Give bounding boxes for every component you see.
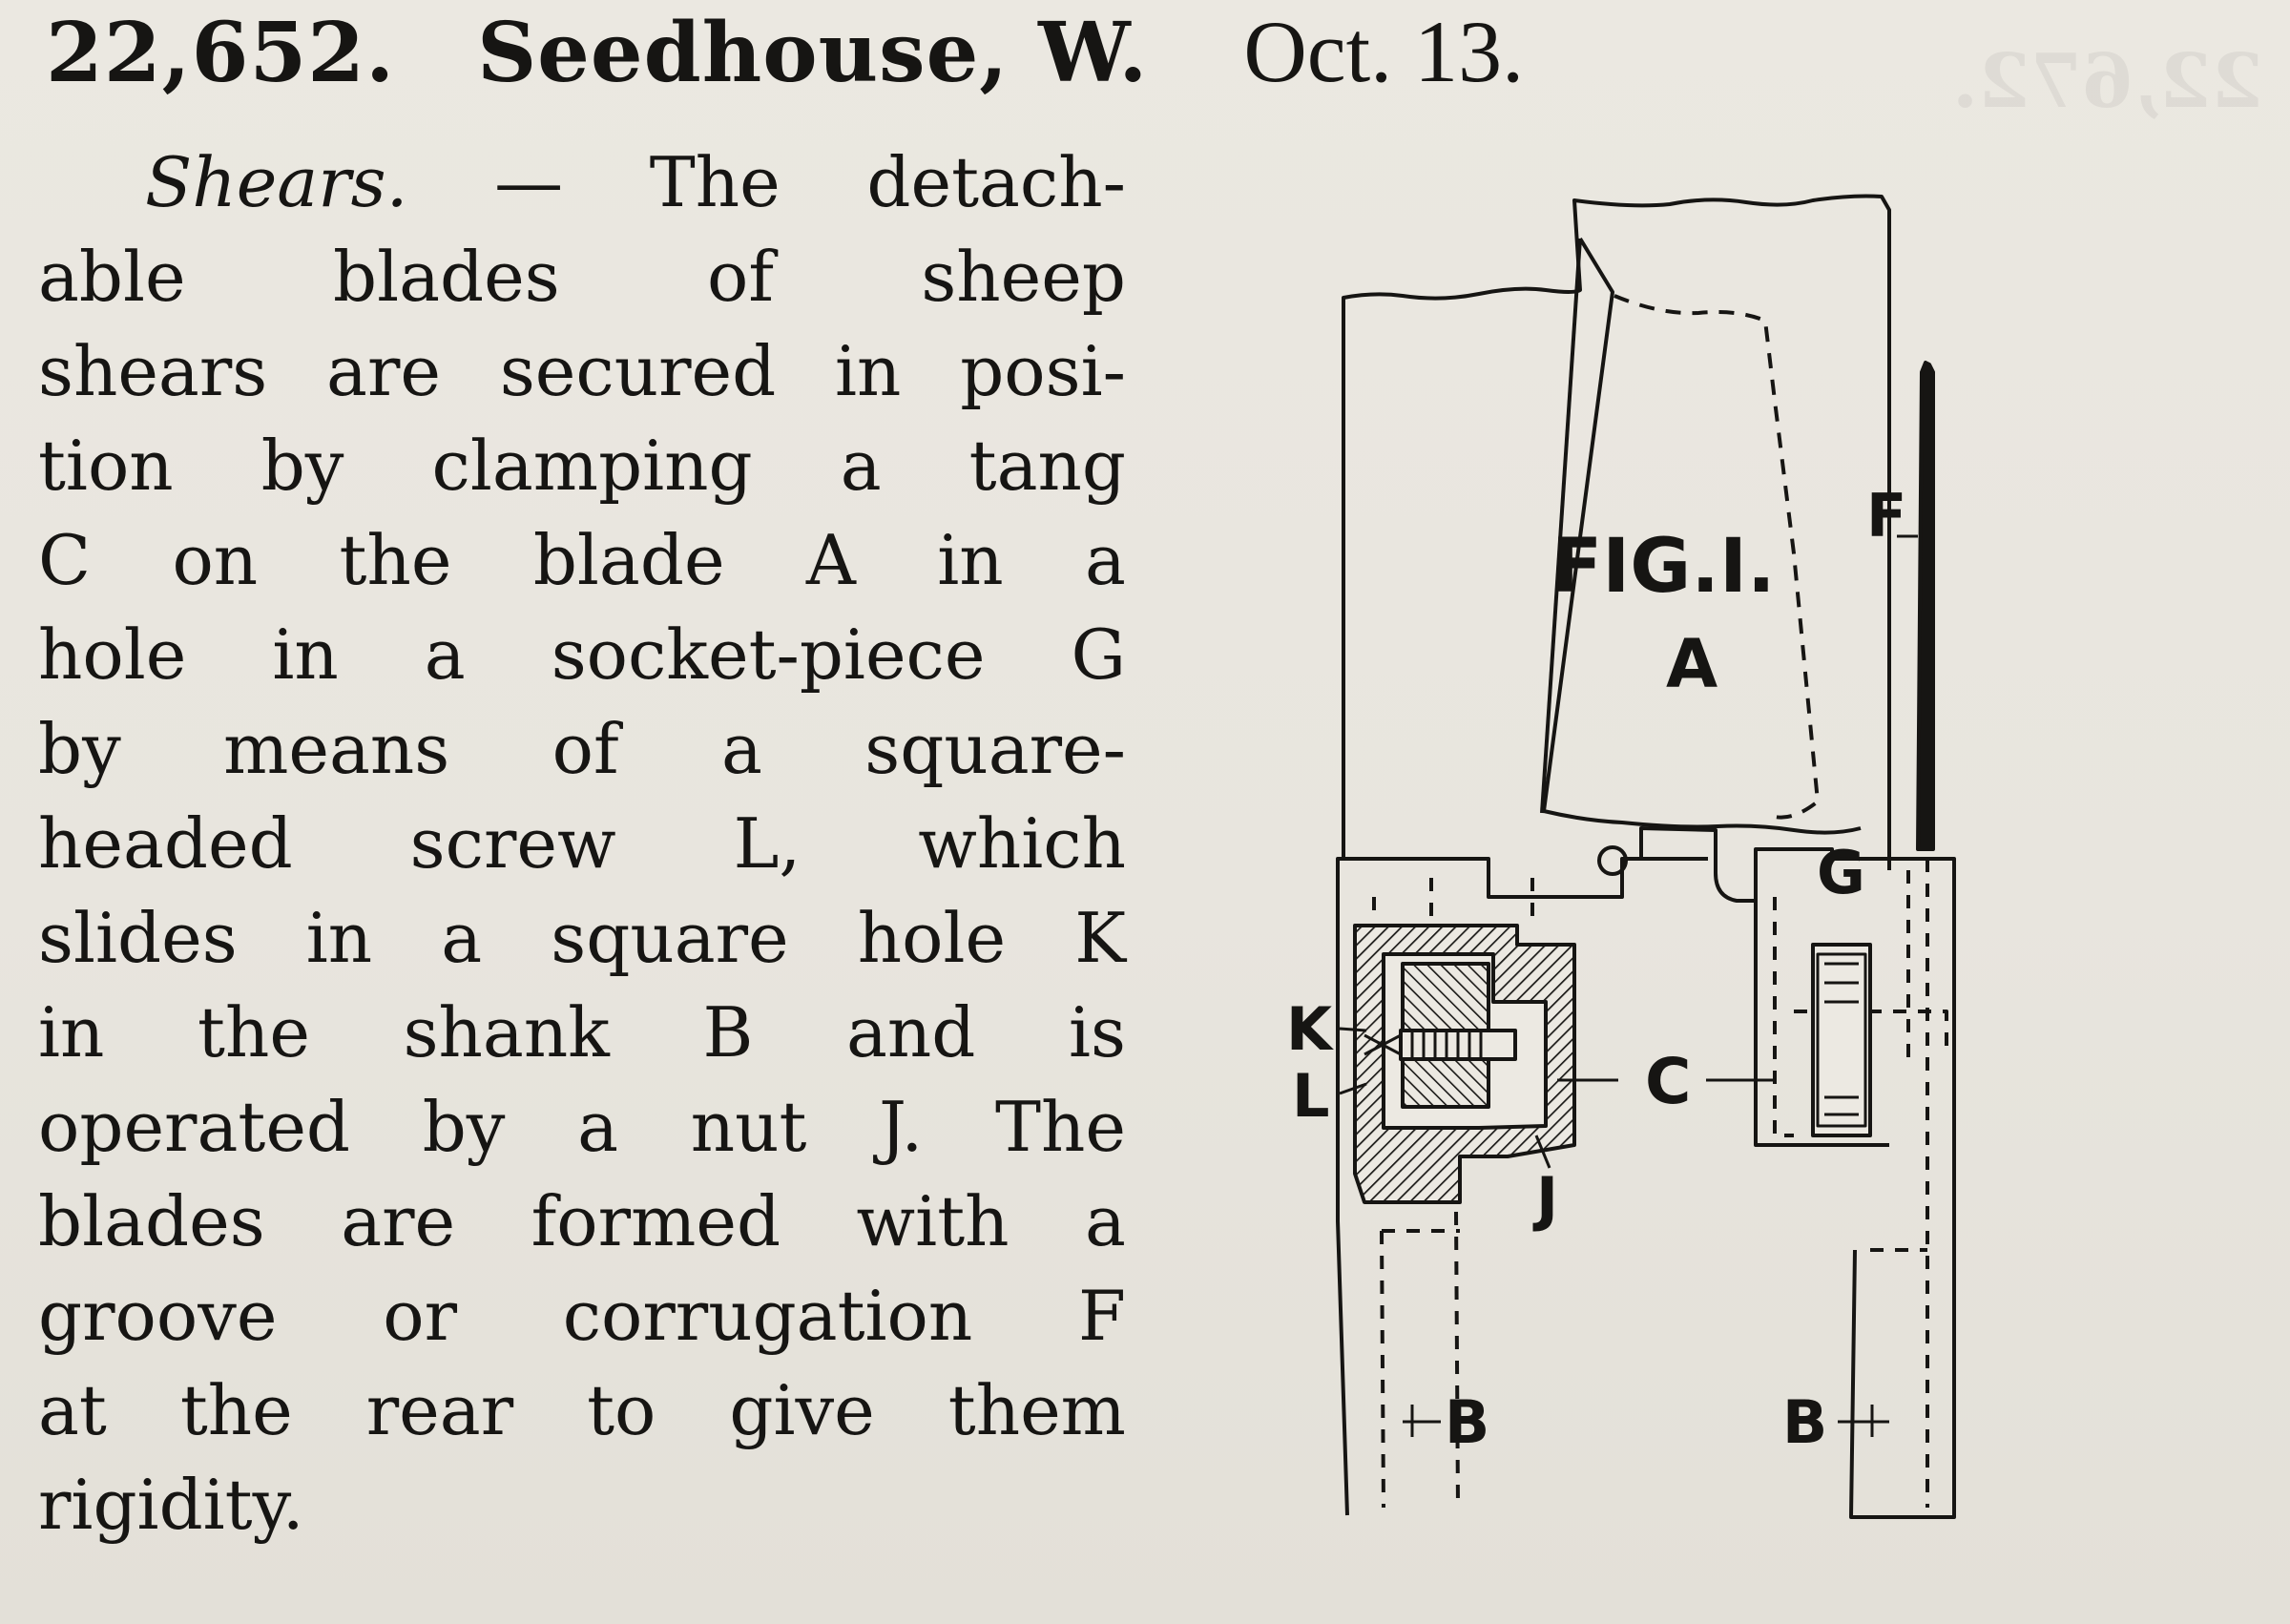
- word: in: [38, 992, 105, 1072]
- right-tang-slot: [1813, 945, 1870, 1135]
- word: of: [707, 237, 775, 317]
- patent-date: Oct. 13.: [1243, 3, 1525, 100]
- label-B-right: B: [1782, 1387, 1828, 1457]
- inventor-name: Seedhouse, W.: [477, 5, 1149, 101]
- word: square-: [864, 709, 1126, 789]
- text-line: [38, 797, 1126, 891]
- word: socket-piece: [551, 614, 986, 695]
- word: headed: [38, 803, 293, 884]
- label-F: F: [1866, 481, 1907, 551]
- text-line: [38, 513, 1126, 608]
- text-line: [38, 1364, 1126, 1458]
- label-B-left: B: [1445, 1387, 1490, 1457]
- word: give: [729, 1370, 875, 1450]
- word: screw: [409, 803, 616, 884]
- word: is: [1069, 992, 1126, 1072]
- word: hole: [38, 614, 187, 695]
- word: a: [1085, 520, 1126, 600]
- word: on: [172, 520, 259, 600]
- word: shears: [38, 331, 268, 411]
- word: groove: [38, 1276, 278, 1356]
- leader-K: [1340, 1029, 1366, 1031]
- show-through-ghost: 22,672.: [1952, 38, 2263, 125]
- word: secured: [499, 331, 777, 411]
- label-A: A: [1666, 625, 1718, 703]
- word: in: [305, 898, 373, 978]
- word: rear: [365, 1370, 514, 1450]
- word: shank: [403, 992, 610, 1072]
- abstract-text: [38, 135, 1126, 1552]
- word: F: [1078, 1276, 1126, 1356]
- label-L: L: [1292, 1061, 1330, 1131]
- figure-1-drawing: [1260, 191, 2042, 1546]
- word: them: [947, 1370, 1126, 1450]
- word: slides: [38, 898, 238, 978]
- word: blade: [532, 520, 725, 600]
- word: The: [994, 1087, 1126, 1167]
- text-line: [38, 1269, 1126, 1364]
- word: by: [260, 426, 344, 506]
- groove-F: [1918, 363, 1933, 849]
- word: at: [38, 1370, 107, 1450]
- word: operated: [38, 1087, 351, 1167]
- word: a: [441, 898, 483, 978]
- text-line: [38, 324, 1126, 419]
- word: B: [702, 992, 754, 1072]
- word: and: [846, 992, 976, 1072]
- word: hole: [857, 898, 1007, 978]
- screw-L-coil: [1412, 1031, 1481, 1059]
- word: are: [341, 1181, 456, 1261]
- word: are: [326, 331, 441, 411]
- word: or: [383, 1276, 457, 1356]
- word: rigidity.: [38, 1465, 304, 1545]
- word: with: [856, 1181, 1010, 1261]
- word: the: [339, 520, 452, 600]
- text-line: [38, 230, 1126, 324]
- word: L,: [733, 803, 802, 884]
- word: A: [805, 520, 856, 600]
- word: to: [587, 1370, 656, 1450]
- word: nut: [690, 1087, 807, 1167]
- word: Shears.: [145, 142, 408, 222]
- word: clamping: [431, 426, 753, 506]
- word: able: [38, 237, 186, 317]
- shears-body-outline: [1338, 197, 1889, 1516]
- word: corrugation: [562, 1276, 973, 1356]
- word: G: [1071, 614, 1126, 695]
- text-line: [38, 1458, 1126, 1552]
- word: a: [424, 614, 466, 695]
- entry-header: [46, 3, 1525, 101]
- figure-title: FIG.I.: [1551, 524, 1776, 610]
- word: blades: [38, 1181, 265, 1261]
- word: tang: [968, 426, 1126, 506]
- text-line: [38, 702, 1126, 797]
- label-J: J: [1536, 1164, 1559, 1234]
- text-line: [38, 419, 1126, 513]
- word: by: [38, 709, 121, 789]
- word: J.: [879, 1087, 924, 1167]
- shears-diagram: [1260, 191, 2042, 1546]
- word: by: [422, 1087, 506, 1167]
- label-K: K: [1286, 994, 1333, 1064]
- right-dashed-1: [1775, 897, 1794, 1135]
- leader-B-right: [1838, 1405, 1889, 1437]
- word: a: [840, 426, 882, 506]
- patent-number: 22,652.: [46, 5, 396, 101]
- word: in: [272, 614, 339, 695]
- word: —: [494, 142, 564, 222]
- text-line: [38, 1175, 1126, 1269]
- word: a: [1085, 1181, 1126, 1261]
- left-wall-inner: [1343, 859, 1708, 897]
- word: the: [179, 1370, 293, 1450]
- word: a: [577, 1087, 619, 1167]
- word: C: [38, 520, 92, 600]
- label-C: C: [1645, 1045, 1692, 1118]
- word: blades: [332, 237, 560, 317]
- word: in: [937, 520, 1004, 600]
- word: means: [223, 709, 450, 789]
- right-dashed-2: [1908, 859, 1927, 1508]
- text-line: [38, 608, 1126, 702]
- word: detach-: [866, 142, 1126, 222]
- word: of: [552, 709, 619, 789]
- word: square: [551, 898, 789, 978]
- label-G: G: [1817, 838, 1865, 907]
- word: formed: [531, 1181, 781, 1261]
- text-line: [38, 986, 1126, 1080]
- text-line: [38, 891, 1126, 986]
- word: tion: [38, 426, 174, 506]
- text-line: [38, 1080, 1126, 1175]
- word: in: [835, 331, 902, 411]
- word: which: [918, 803, 1126, 884]
- word: sheep: [921, 237, 1126, 317]
- word: posi-: [960, 331, 1126, 411]
- word: K: [1074, 898, 1126, 978]
- word: the: [198, 992, 310, 1072]
- text-line: [38, 135, 1126, 230]
- word: The: [649, 142, 781, 222]
- word: a: [720, 709, 762, 789]
